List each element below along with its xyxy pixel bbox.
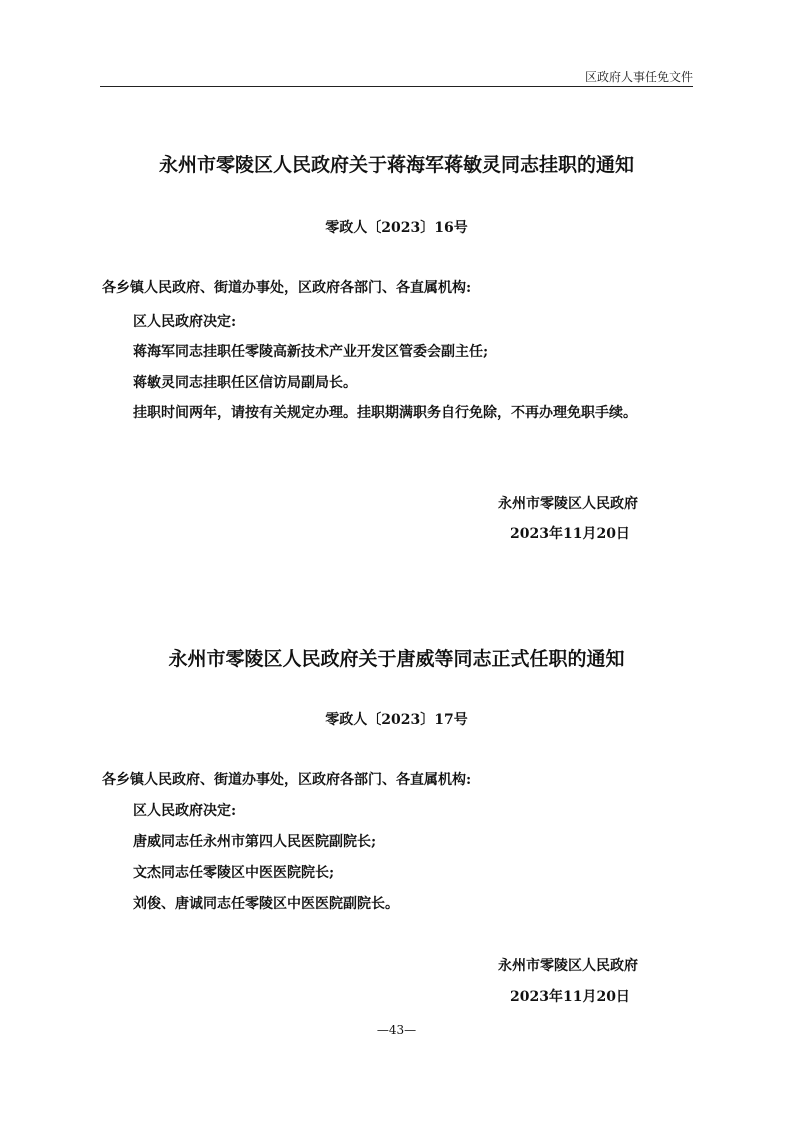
body-line: 区人民政府决定: [133,803,237,819]
notice-title: 永州市零陵区人民政府关于唐威等同志正式任职的通知 [168,648,625,670]
signature: 永州市零陵区人民政府 [498,496,638,512]
body-line: 蒋敏灵同志挂职任区信访局副局长。 [133,375,357,391]
addressee: 各乡镇人民政府、街道办事处，区政府各部门、各直属机构: [102,280,472,296]
body-line: 蒋海军同志挂职任零陵高新技术产业开发区管委会副主任; [133,344,489,360]
issue-date: 2023年11月20日 [510,526,630,542]
page-number: —43— [376,1023,417,1037]
body-line: 区人民政府决定: [133,314,237,330]
header-label: 区政府人事任免文件 [584,70,693,84]
body-line: 挂职时间两年，请按有关规定办理。挂职期满职务自行免除，不再办理免职手续。 [133,405,637,421]
body-line: 文杰同志任零陵区中医医院院长; [133,865,335,881]
header-rule [100,86,693,87]
doc-number: 零政人〔2023〕16号 [325,220,468,236]
body-line: 刘俊、唐诚同志任零陵区中医医院副院长。 [133,896,399,912]
body-line: 唐威同志任永州市第四人民医院副院长; [133,834,377,850]
issue-date: 2023年11月20日 [510,989,630,1005]
notice-title: 永州市零陵区人民政府关于蒋海军蒋敏灵同志挂职的通知 [158,154,634,176]
addressee: 各乡镇人民政府、街道办事处，区政府各部门、各直属机构: [102,772,472,788]
doc-number: 零政人〔2023〕17号 [325,712,468,728]
signature: 永州市零陵区人民政府 [498,958,638,974]
